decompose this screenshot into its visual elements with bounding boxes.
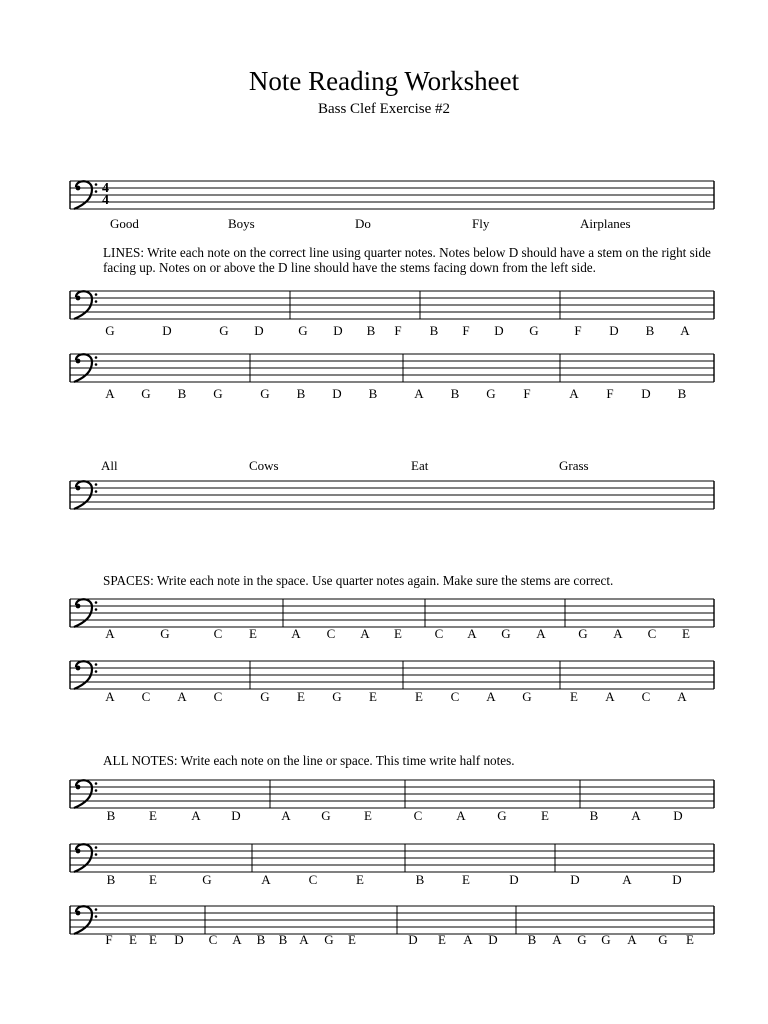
- note-name-label: D: [570, 872, 580, 887]
- note-name-label: E: [541, 808, 549, 823]
- note-name-label: G: [486, 386, 496, 401]
- time-signature-top: 4: [102, 181, 109, 196]
- note-name-label: B: [645, 323, 655, 338]
- note-name-label: C: [413, 808, 423, 823]
- note-name-label: A: [191, 808, 201, 823]
- note-name-label: G: [141, 386, 151, 401]
- note-name-label: G: [202, 872, 212, 887]
- staff-lines-row-2: [0, 349, 768, 401]
- note-name-label: A: [680, 323, 690, 338]
- note-name-label: D: [509, 872, 519, 887]
- note-name-label: E: [364, 808, 372, 823]
- note-name-label: D: [488, 932, 498, 947]
- note-name-label: A: [105, 689, 115, 704]
- note-name-label: C: [208, 932, 218, 947]
- note-name-label: B: [415, 872, 425, 887]
- note-name-label: D: [672, 872, 682, 887]
- note-name-label: B: [256, 932, 266, 947]
- staff-all-row-2: [0, 836, 768, 888]
- note-name-label: G: [105, 323, 115, 338]
- mnemonic-word: All: [101, 458, 118, 473]
- note-name-label: A: [291, 626, 301, 641]
- staff-all-row-1: [0, 772, 768, 824]
- mnemonic-word: Cows: [249, 458, 279, 473]
- mnemonic-word: Grass: [559, 458, 589, 473]
- note-name-label: E: [149, 872, 157, 887]
- page-title: Note Reading Worksheet: [248, 66, 520, 96]
- note-name-label: A: [467, 626, 477, 641]
- note-name-label: E: [297, 689, 305, 704]
- note-name-label: A: [232, 932, 242, 947]
- note-name-label: B: [368, 386, 378, 401]
- note-name-label: A: [360, 626, 370, 641]
- note-name-label: D: [254, 323, 264, 338]
- staff-mnemonic-lines: [0, 168, 768, 238]
- note-name-label: F: [105, 932, 113, 947]
- instructions-lines: LINES: Write each note on the correct line using quarter notes. Notes below D should have a stem on the right side facing up. Notes on or above the D line should have the stems facing down from the left side.: [103, 245, 711, 275]
- note-name-label: G: [497, 808, 507, 823]
- note-name-label: F: [606, 386, 614, 401]
- note-name-label: G: [298, 323, 308, 338]
- time-signature-bottom: 4: [102, 193, 109, 208]
- note-name-label: A: [299, 932, 309, 947]
- staff-lines-row-1: [0, 286, 768, 338]
- note-name-label: C: [450, 689, 460, 704]
- note-name-label: C: [141, 689, 151, 704]
- note-name-label: F: [394, 323, 402, 338]
- note-name-label: D: [609, 323, 619, 338]
- note-name-label: B: [278, 932, 288, 947]
- staff-mnemonic-spaces: [0, 456, 768, 516]
- note-name-label: B: [106, 808, 116, 823]
- instructions-spaces: SPACES: Write each note in the space. Use quarter notes again. Make sure the stems are correct.: [103, 573, 614, 588]
- note-name-label: E: [682, 626, 690, 641]
- note-name-label: D: [174, 932, 184, 947]
- mnemonic-word: Eat: [411, 458, 429, 473]
- note-name-label: A: [105, 626, 115, 641]
- note-name-label: E: [686, 932, 694, 947]
- note-name-label: C: [213, 626, 223, 641]
- note-name-label: E: [369, 689, 377, 704]
- note-name-label: B: [106, 872, 116, 887]
- note-name-label: D: [673, 808, 683, 823]
- note-name-label: A: [463, 932, 473, 947]
- note-name-label: G: [529, 323, 539, 338]
- note-name-label: G: [160, 626, 170, 641]
- note-name-label: A: [605, 689, 615, 704]
- note-name-label: B: [177, 386, 187, 401]
- note-name-label: E: [570, 689, 578, 704]
- note-name-label: D: [162, 323, 172, 338]
- note-name-label: A: [456, 808, 466, 823]
- note-name-label: B: [429, 323, 439, 338]
- note-name-label: G: [213, 386, 223, 401]
- note-name-label: A: [414, 386, 424, 401]
- staff-all-row-3: [0, 898, 768, 950]
- note-name-label: E: [394, 626, 402, 641]
- note-name-label: C: [213, 689, 223, 704]
- note-name-label: G: [260, 689, 270, 704]
- note-name-label: E: [356, 872, 364, 887]
- note-name-label: D: [332, 386, 342, 401]
- note-name-label: C: [434, 626, 444, 641]
- note-name-label: B: [589, 808, 599, 823]
- note-name-label: G: [321, 808, 331, 823]
- note-name-label: G: [260, 386, 270, 401]
- note-name-label: D: [641, 386, 651, 401]
- note-name-label: E: [249, 626, 257, 641]
- mnemonic-word: Do: [355, 216, 371, 231]
- note-name-label: G: [577, 932, 587, 947]
- note-name-label: A: [677, 689, 687, 704]
- note-name-label: B: [366, 323, 376, 338]
- note-name-label: C: [326, 626, 336, 641]
- note-name-label: A: [536, 626, 546, 641]
- note-name-label: D: [231, 808, 241, 823]
- staff-spaces-row-1: [0, 590, 768, 642]
- note-name-label: A: [486, 689, 496, 704]
- staff-spaces-row-2: [0, 652, 768, 704]
- page-subtitle: Bass Clef Exercise #2: [317, 101, 451, 117]
- note-name-label: C: [647, 626, 657, 641]
- mnemonic-word: Fly: [472, 216, 490, 231]
- note-name-label: B: [677, 386, 687, 401]
- note-name-label: A: [569, 386, 579, 401]
- note-name-label: C: [308, 872, 318, 887]
- note-name-label: A: [105, 386, 115, 401]
- note-name-label: E: [415, 689, 423, 704]
- note-name-label: A: [177, 689, 187, 704]
- note-name-label: D: [333, 323, 343, 338]
- note-name-label: A: [613, 626, 623, 641]
- note-name-label: F: [523, 386, 531, 401]
- note-name-label: E: [462, 872, 470, 887]
- note-name-label: A: [552, 932, 562, 947]
- note-name-label: E: [149, 932, 157, 947]
- note-name-label: E: [129, 932, 137, 947]
- note-name-label: B: [450, 386, 460, 401]
- note-name-label: A: [622, 872, 632, 887]
- note-name-label: F: [574, 323, 582, 338]
- mnemonic-word: Good: [110, 216, 139, 231]
- note-name-label: B: [296, 386, 306, 401]
- note-name-label: A: [281, 808, 291, 823]
- note-name-label: G: [578, 626, 588, 641]
- mnemonic-word: Airplanes: [580, 216, 631, 231]
- instructions-all-notes: ALL NOTES: Write each note on the line or space. This time write half notes.: [103, 753, 515, 768]
- note-name-label: G: [324, 932, 334, 947]
- note-name-label: A: [631, 808, 641, 823]
- note-name-label: B: [527, 932, 537, 947]
- mnemonic-word: Boys: [228, 216, 255, 231]
- note-name-label: G: [332, 689, 342, 704]
- note-name-label: A: [261, 872, 271, 887]
- note-name-label: G: [522, 689, 532, 704]
- note-name-label: E: [348, 932, 356, 947]
- note-name-label: D: [494, 323, 504, 338]
- note-name-label: D: [408, 932, 418, 947]
- note-name-label: G: [601, 932, 611, 947]
- note-name-label: E: [438, 932, 446, 947]
- note-name-label: G: [658, 932, 668, 947]
- note-name-label: C: [641, 689, 651, 704]
- note-name-label: F: [462, 323, 470, 338]
- note-name-label: A: [627, 932, 637, 947]
- note-name-label: G: [219, 323, 229, 338]
- note-name-label: E: [149, 808, 157, 823]
- note-name-label: G: [501, 626, 511, 641]
